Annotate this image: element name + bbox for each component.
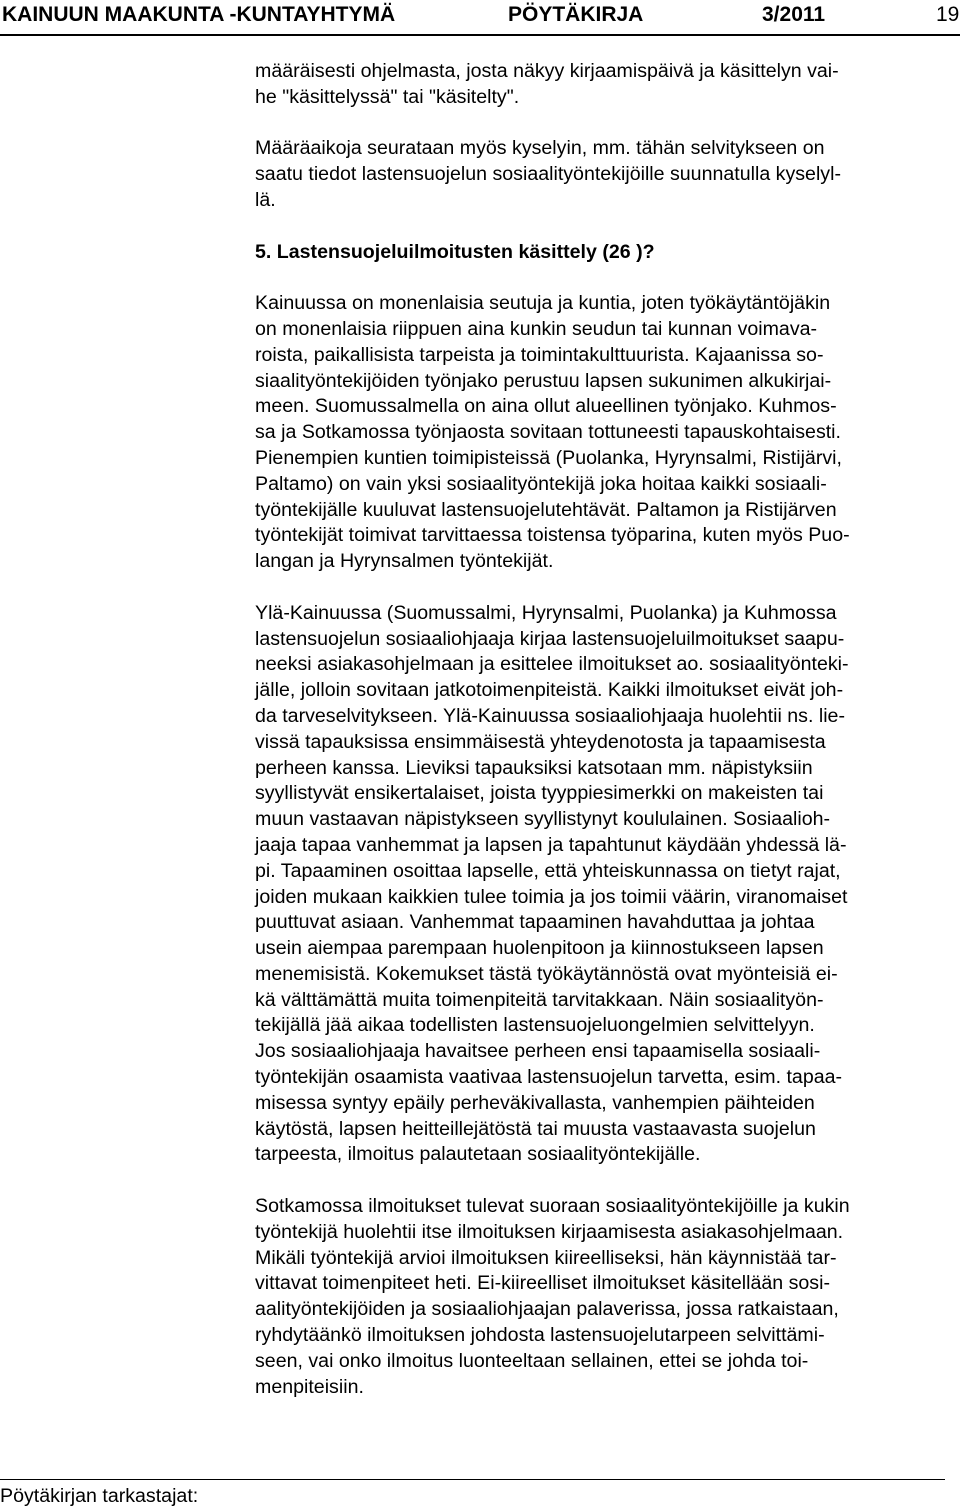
text-line: menpiteisiin.	[255, 1375, 364, 1398]
text-line: he "käsittelyssä" tai "käsitelty".	[255, 85, 520, 108]
text-line: aalityöntekijöiden ja sosiaaliohjaajan palaverissa, jossa ratkaistaan,	[255, 1298, 839, 1321]
text-line: tarpeesta, ilmoitus palautetaan sosiaalityöntekijälle.	[255, 1143, 701, 1166]
text-line: menemisistä. Kokemukset tästä työkäytännöstä ovat myönteisiä ei-	[255, 962, 838, 985]
text-line: työntekijälle kuuluvat lastensuojelutehtävät. Paltamon ja Ristijärven	[255, 498, 837, 521]
text-line: Ylä-Kainuussa (Suomussalmi, Hyrynsalmi, Puolanka) ja Kuhmossa	[255, 601, 837, 624]
document-number: 3/2011	[762, 3, 826, 26]
text-line: Sotkamossa ilmoitukset tulevat suoraan sosiaalityöntekijöille ja kukin	[255, 1195, 850, 1218]
text-line: Paltamo) on vain yksi sosiaalityöntekijä joka hoitaa kaikki sosiaali-	[255, 472, 827, 495]
text-line: vittavat toimenpiteet heti. Ei-kiireelliset ilmoitukset käsitellään sosi-	[255, 1272, 830, 1295]
text-line: syyllistyvät ensikertalaiset, joista tyyppiesimerkki on makeisten tai	[255, 782, 824, 805]
footer-reviewers-label: Pöytäkirjan tarkastajat:	[0, 1485, 199, 1507]
text-line: perheen kanssa. Lieviksi tapauksiksi katsotaan mm. näpistyksiin	[255, 756, 813, 779]
text-line: työntekijän osaamista vaativaa lastensuojelun tarvetta, esim. tapaa-	[255, 1066, 843, 1089]
text-line: seen, vai onko ilmoitus luonteeltaan sellainen, ettei se johda toi-	[255, 1349, 809, 1372]
text-line: joiden mukaan kaikkien tulee toimia ja jos toimii väärin, viranomaiset	[255, 885, 848, 908]
text-line: Jos sosiaaliohjaaja havaitsee perheen ensi tapaamisella sosiaali-	[255, 1040, 821, 1063]
text-line: neeksi asiakasohjelmaan ja esittelee ilmoitukset ao. sosiaalityönteki-	[255, 653, 849, 676]
text-line: on monenlaisia riippuen aina kunkin seudun tai kunnan voimava-	[255, 317, 818, 340]
footer-divider	[0, 1479, 945, 1480]
text-line: käytöstä, lapsen heitteillejätöstä tai muusta vastaavasta suojelun	[255, 1117, 816, 1140]
text-line: Määräaikoja seurataan myös kyselyin, mm. tähän selvitykseen on	[255, 137, 825, 160]
text-line: kä välttämättä muita toimenpiteitä tarvitakkaan. Näin sosiaalityön-	[255, 988, 824, 1011]
section-heading	[255, 240, 960, 266]
text-line: jaaja tapaa vanhemmat ja lapsen ja tapahtunut käydään yhdessä lä-	[255, 833, 847, 856]
document-body	[255, 59, 960, 1426]
text-line: usein aiempaa parempaan huolenpitoon ja kiinnostukseen lapsen	[255, 937, 824, 960]
page-header	[0, 0, 960, 40]
text-line: lastensuojelun sosiaaliohjaaja kirjaa lastensuojeluilmoitukset saapu-	[255, 627, 845, 650]
text-line: työntekijä huolehtii itse ilmoituksen kirjaamisesta asiakasohjelmaan.	[255, 1220, 844, 1243]
text-line: pi. Tapaaminen osoittaa lapselle, että yhteiskunnassa on tietyt rajat,	[255, 859, 841, 882]
text-line: siaalityöntekijöiden työnjako perustuu lapsen sukunimen alkukirjai-	[255, 369, 832, 392]
text-line: puuttuvat asiaan. Vanhemmat tapaaminen havahduttaa ja johtaa	[255, 911, 815, 934]
body-paragraph	[255, 291, 960, 575]
organization-name: KAINUUN MAAKUNTA -KUNTAYHTYMÄ	[2, 3, 396, 26]
header-divider	[0, 34, 960, 36]
text-line: da tarveselvitykseen. Ylä-Kainuussa sosiaaliohjaaja huolehtii ns. lie-	[255, 704, 845, 727]
text-line: Mikäli työntekijä arvioi ilmoituksen kiireelliseksi, hän käynnistää tar-	[255, 1246, 837, 1269]
text-line: misessa syntyy epäily perheväkivallasta, vanhempien päihteiden	[255, 1091, 815, 1114]
text-line: langan ja Hyrynsalmen työntekijät.	[255, 550, 554, 573]
body-paragraph	[255, 1194, 960, 1400]
document-type: PÖYTÄKIRJA	[508, 3, 644, 26]
text-line: Kainuussa on monenlaisia seutuja ja kuntia, joten työkäytäntöjäkin	[255, 292, 831, 315]
text-line: Pienempien kuntien toimipisteissä (Puolanka, Hyrynsalmi, Ristijärvi,	[255, 446, 842, 469]
text-line: tekijällä jää aikaa todellisten lastensuojeluongelmien selvittelyyn.	[255, 1014, 815, 1037]
body-paragraph	[255, 59, 960, 111]
body-paragraph	[255, 601, 960, 1169]
text-line: muun vastaavan näpistykseen syyllistynyt koululainen. Sosiaalioh-	[255, 808, 831, 831]
text-line: lä.	[255, 188, 276, 211]
text-line: jälle, jolloin sovitaan jatkotoimenpiteistä. Kaikki ilmoitukset eivät joh-	[255, 679, 844, 702]
text-line: 5. Lastensuojeluilmoitusten käsittely (26 )?	[255, 240, 655, 263]
text-line: ryhdytäänkö ilmoituksen johdosta lastensuojelutarpeen selvittämi-	[255, 1324, 825, 1347]
text-line: määräisesti ohjelmasta, josta näkyy kirjaamispäivä ja käsittelyn vai-	[255, 60, 839, 82]
body-paragraph	[255, 136, 960, 213]
text-line: meen. Suomussalmella on aina ollut alueellinen työnjako. Kuhmos-	[255, 395, 837, 418]
text-line: vissä tapauksissa ensimmäisestä yhteydenotosta ja tapaamisesta	[255, 730, 826, 753]
text-line: työntekijät toimivat tarvittaessa toistensa työparina, kuten myös Puo-	[255, 524, 850, 547]
page-number: 19	[936, 3, 960, 26]
text-line: roista, paikallisista tarpeista ja toimintakulttuurista. Kajaanissa so-	[255, 343, 824, 366]
text-line: saatu tiedot lastensuojelun sosiaalityöntekijöille suunnatulla kyselyl-	[255, 163, 841, 186]
text-line: sa ja Sotkamossa työnjaosta sovitaan tottuneesti tapauskohtaisesti.	[255, 421, 841, 444]
